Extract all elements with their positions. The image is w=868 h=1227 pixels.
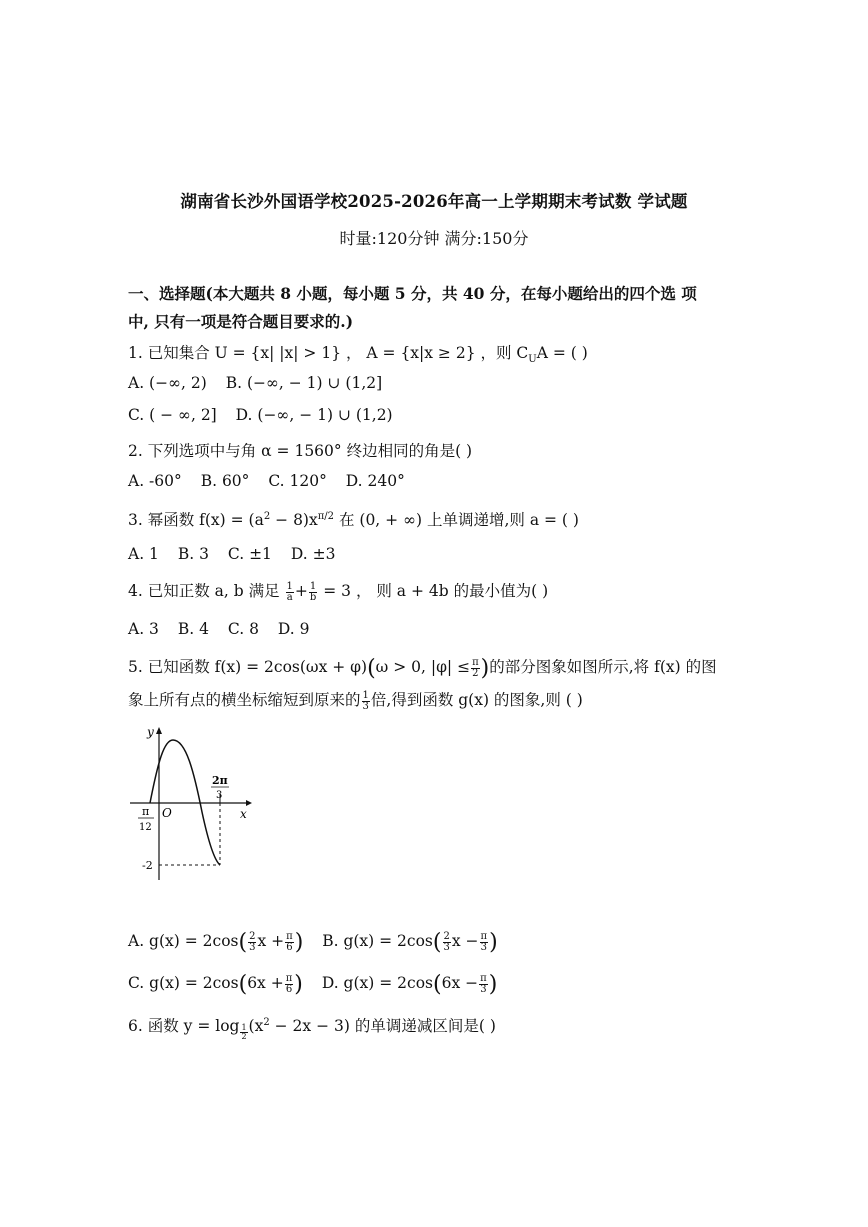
q5-stem-line2: 象上所有点的横坐标缩短到原来的 $\frac{1}{3}$ 倍,得到函数 g(x) 的图象,则 ( )	[128, 689, 583, 712]
q3-stem: 3. 幂函数 $f(x) = (a^2 - 8)x^{\pi/2}$ 在 (0, + ∞) 上单调递增,则 a = ( )	[128, 510, 579, 529]
q4-option-d[interactable]: D. 9	[277, 620, 310, 638]
q4-stem: 4. 已知正数 a, b 满足 $\frac{1}{a}$ + $\frac{1}{b}$ = 3 ， 则 a + 4b 的最小值为( )	[128, 580, 549, 603]
q2-option-b[interactable]: B. 60°	[200, 472, 250, 490]
q1-stem: 1. 已知集合 U = {x| |x| > 1} ， A = {x|x ≥ 2} ，则 $C_UA$ = ( )	[128, 344, 588, 366]
q3-options	[128, 545, 349, 563]
q6-stem: 6. 函数 y = log $_{\frac{1}{2}}$ $(x^2 - 2x - 3)$ 的单调递减区间是( )	[128, 1016, 496, 1042]
q1-option-c[interactable]: C. ( − ∞, 2]	[128, 406, 217, 424]
q2-stem: 2. 下列选项中与角 α = 1560° 终边相同的角是( )	[128, 442, 473, 460]
q4-fraction-1-over-a: $\frac{1}{a}$	[286, 580, 293, 603]
right-label-numerator: 2π	[212, 774, 228, 787]
left-zero-denominator: 12	[139, 822, 152, 833]
q2-option-c[interactable]: C. 120°	[268, 472, 327, 490]
y-axis-label: y	[147, 725, 154, 739]
q3-option-c[interactable]: C. ±1	[227, 545, 272, 563]
q3-option-a[interactable]: A. 1	[128, 545, 159, 563]
y-axis-arrow-icon	[156, 727, 162, 734]
q4-option-a[interactable]: A. 3	[128, 620, 159, 638]
q1-option-d[interactable]: D. (−∞, − 1) ∪ (1,2)	[235, 406, 393, 424]
q4-fraction-1-over-b: $\frac{1}{b}$	[309, 580, 317, 603]
q5-stem-line1: 5. 已知函数 f(x) = 2cos(ωx + φ)(ω > 0, |φ| ≤ $\frac{\pi}{2}$ )的部分图象如图所示,将 f(x) 的图	[128, 656, 717, 681]
q5-option-c[interactable]: C. g(x) = 2cos(6x + $\frac{\pi}{6}$ )	[128, 972, 303, 997]
q4-option-c[interactable]: C. 8	[227, 620, 259, 638]
q2-options	[128, 472, 419, 490]
q4-option-b[interactable]: B. 4	[177, 620, 209, 638]
section-heading-line2: 中, 只有一项是符合题目要求的.)	[128, 312, 354, 331]
q5-option-a[interactable]: A. g(x) = 2cos( $\frac{2}{3}$ x + $\frac{\pi}{6}$ )	[128, 930, 304, 955]
q2-option-d[interactable]: D. 240°	[345, 472, 405, 490]
q5-options-cd	[128, 972, 511, 997]
q1-option-b[interactable]: B. (−∞, − 1) ∪ (1,2]	[225, 374, 383, 392]
q2-option-a[interactable]: A. -60°	[128, 472, 182, 490]
q3-option-b[interactable]: B. 3	[177, 545, 209, 563]
exam-subtitle: 时量:120分钟 满分:150分	[339, 229, 529, 248]
x-axis-label: x	[240, 807, 247, 821]
q5-function-graph	[128, 722, 258, 882]
q3-option-d[interactable]: D. ±3	[290, 545, 336, 563]
q4-options	[128, 620, 323, 638]
x-axis-arrow-icon	[246, 800, 252, 806]
q1-option-a[interactable]: A. (−∞, 2)	[128, 374, 207, 392]
q5-options-ab	[128, 930, 512, 955]
origin-label: O	[162, 806, 172, 820]
right-label-denominator: 3	[216, 790, 223, 801]
q5-fraction-pi-over-2: $\frac{\pi}{2}$	[472, 656, 479, 679]
q5-fraction-one-third: $\frac{1}{3}$	[362, 689, 369, 712]
q1-options-cd	[128, 406, 407, 424]
q5-option-b[interactable]: B. g(x) = 2cos( $\frac{2}{3}$ x − $\frac{\pi}{3}$ )	[322, 930, 498, 955]
q5-option-d[interactable]: D. g(x) = 2cos(6x − $\frac{\pi}{3}$ )	[321, 972, 498, 997]
left-zero-numerator: π	[142, 805, 150, 818]
q6-log-base: 1 2	[241, 1023, 247, 1042]
min-value-label: -2	[142, 859, 153, 872]
section-heading-line1: 一、选择题(本大题共 8 小题，每小题 5 分，共 40 分，在每小题给出的四个选 项	[128, 284, 697, 303]
exam-title: 湖南省长沙外国语学校2025-2026年高一上学期期末考试数 学试题	[180, 192, 688, 211]
q1-options-ab	[128, 374, 396, 392]
